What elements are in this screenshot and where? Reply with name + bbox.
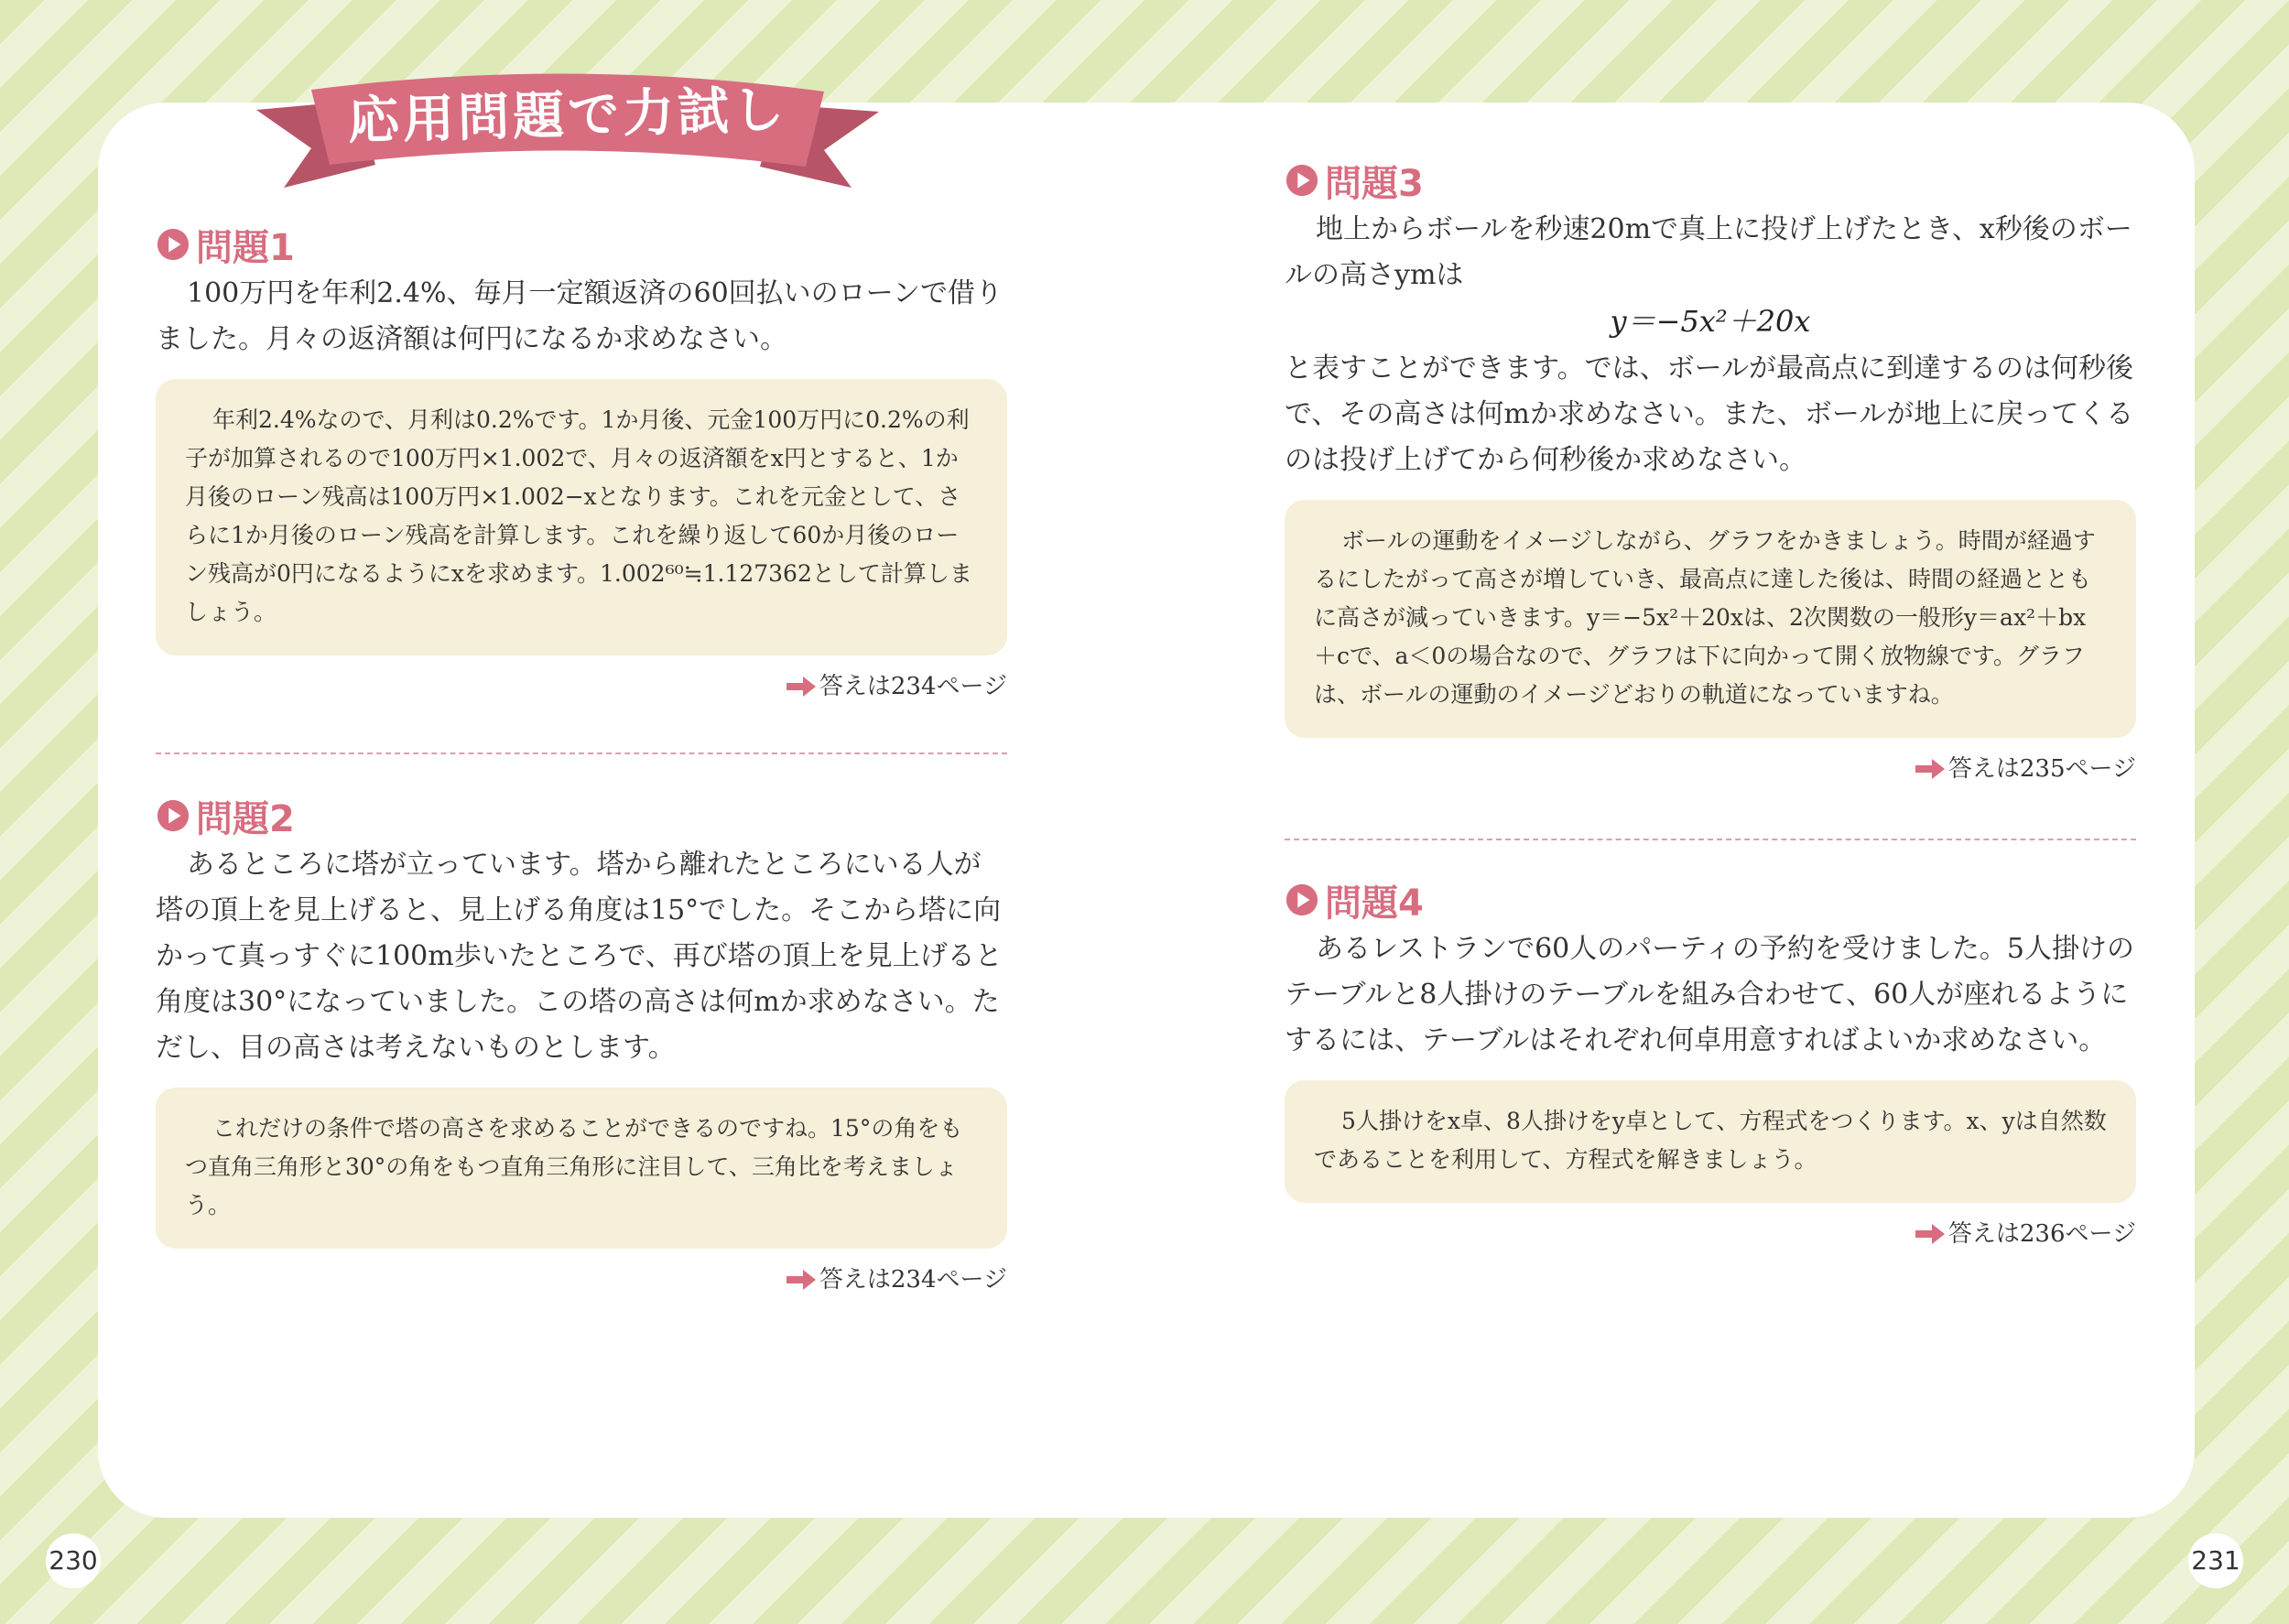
problem-2-text: あるところに塔が立っています。塔から離れたところにいる人が塔の頂上を見上げると、見上げる角度は15°でした。そこから塔に向かって真っすぐに100m歩いたところで、再び塔の頂上を見上げると角度は30°になっていました。この塔の高さは何mか求めなさい。ただし、目の高さは考えないものとします。 bbox=[156, 849, 1003, 1064]
right-column bbox=[1285, 156, 2136, 1250]
problem-2-answer-link[interactable] bbox=[156, 1263, 1007, 1296]
problem-2-title: 問題2 bbox=[196, 797, 295, 840]
problem-4-heading bbox=[1285, 875, 2136, 925]
page-title: 応用問題で力試し bbox=[347, 80, 788, 152]
play-circle-icon bbox=[1285, 163, 1319, 198]
problem-2-answer-ref: 答えは234ページ bbox=[819, 1266, 1007, 1294]
page-number-right: 231 bbox=[2188, 1533, 2243, 1588]
problem-3-text-after: と表すことができます。では、ボールが最高点に到達するのは何秒後で、その高さは何mか求めなさい。また、ボールが地上に戻ってくるのは投げ上げてから何秒後か求めなさい。 bbox=[1285, 352, 2134, 476]
problem-3-formula: y＝−5x²＋20x bbox=[1610, 304, 1811, 339]
problem-2-hint-box bbox=[156, 1088, 1007, 1249]
arrow-right-icon bbox=[1915, 759, 1945, 779]
problem-4-answer-ref: 答えは236ページ bbox=[1947, 1220, 2136, 1248]
problem-3-hint: ボールの運動をイメージしながら、グラフをかきましょう。時間が経過するにしたがって高さが増していき、最高点に達した後は、時間の経過とともに高さが減っていきます。y＝−5x²＋20xは、2次関数の一般形y＝ax²＋bx＋cで、a＜0の場合なので、グラフは下に向かって開く放物線です。グラフは、ボールの運動のイメージどおりの軌道になっていますね。 bbox=[1314, 527, 2096, 708]
problem-3-text-before: 地上からボールを秒速20mで真上に投げ上げたとき、x秒後のボールの高さymは bbox=[1285, 213, 2132, 291]
left-column bbox=[156, 220, 1007, 1296]
problem-2 bbox=[156, 791, 1007, 1296]
problem-3-answer-ref: 答えは235ページ bbox=[1947, 755, 2136, 783]
arrow-right-icon bbox=[787, 677, 816, 697]
problem-1-heading bbox=[156, 220, 1007, 269]
problem-1-answer-link[interactable] bbox=[156, 670, 1007, 703]
problem-3-heading bbox=[1285, 156, 2136, 205]
problem-4-hint-box bbox=[1285, 1080, 2136, 1203]
problem-1-hint: 年利2.4%なので、月利は0.2%です。1か月後、元金100万円に0.2%の利子が加算されるので100万円×1.002で、月々の返済額をx円とすると、1か月後のローン残高は100万円×1.002−xとなります。これを元金として、さらに1か月後のローン残高を計算します。これを繰り返して60か月後のローン残高が0円になるようにxを求めます。1.002⁶⁰≒1.127362として計算しましょう。 bbox=[185, 406, 972, 625]
problem-3 bbox=[1285, 156, 2136, 785]
problem-3-hint-box bbox=[1285, 500, 2136, 738]
problem-2-heading bbox=[156, 791, 1007, 840]
problem-3-title: 問題3 bbox=[1325, 162, 1424, 205]
page-number-left: 230 bbox=[46, 1533, 101, 1588]
problem-4-text: あるレストランで60人のパーティの予約を受けました。5人掛けのテーブルと8人掛けのテーブルを組み合わせて、60人が座れるようにするには、テーブルはそれぞれ何卓用意すればよいか求めなさい。 bbox=[1285, 933, 2134, 1056]
problem-1-hint-box bbox=[156, 379, 1007, 655]
problem-4-answer-link[interactable] bbox=[1285, 1218, 2136, 1250]
problem-1-title: 問題1 bbox=[196, 226, 295, 269]
arrow-right-icon bbox=[787, 1270, 816, 1290]
play-circle-icon bbox=[156, 798, 190, 833]
problem-4-title: 問題4 bbox=[1325, 882, 1424, 925]
problem-1 bbox=[156, 220, 1007, 703]
problem-2-hint: これだけの条件で塔の高さを求めることができるのですね。15°の角をもつ直角三角形と30°の角をもつ直角三角形に注目して、三角比を考えましょう。 bbox=[185, 1115, 963, 1218]
problem-4 bbox=[1285, 875, 2136, 1250]
arrow-right-icon bbox=[1915, 1224, 1945, 1244]
problem-3-answer-link[interactable] bbox=[1285, 752, 2136, 785]
play-circle-icon bbox=[1285, 882, 1319, 917]
problem-1-text: 100万円を年利2.4%、毎月一定額返済の60回払いのローンで借りました。月々の返済額は何円になるか求めなさい。 bbox=[156, 277, 1003, 355]
problem-4-hint: 5人掛けをx卓、8人掛けをy卓として、方程式をつくります。x、yは自然数であることを利用して、方程式を解きましょう。 bbox=[1314, 1108, 2107, 1173]
play-circle-icon bbox=[156, 227, 190, 262]
problem-1-answer-ref: 答えは234ページ bbox=[819, 673, 1007, 700]
